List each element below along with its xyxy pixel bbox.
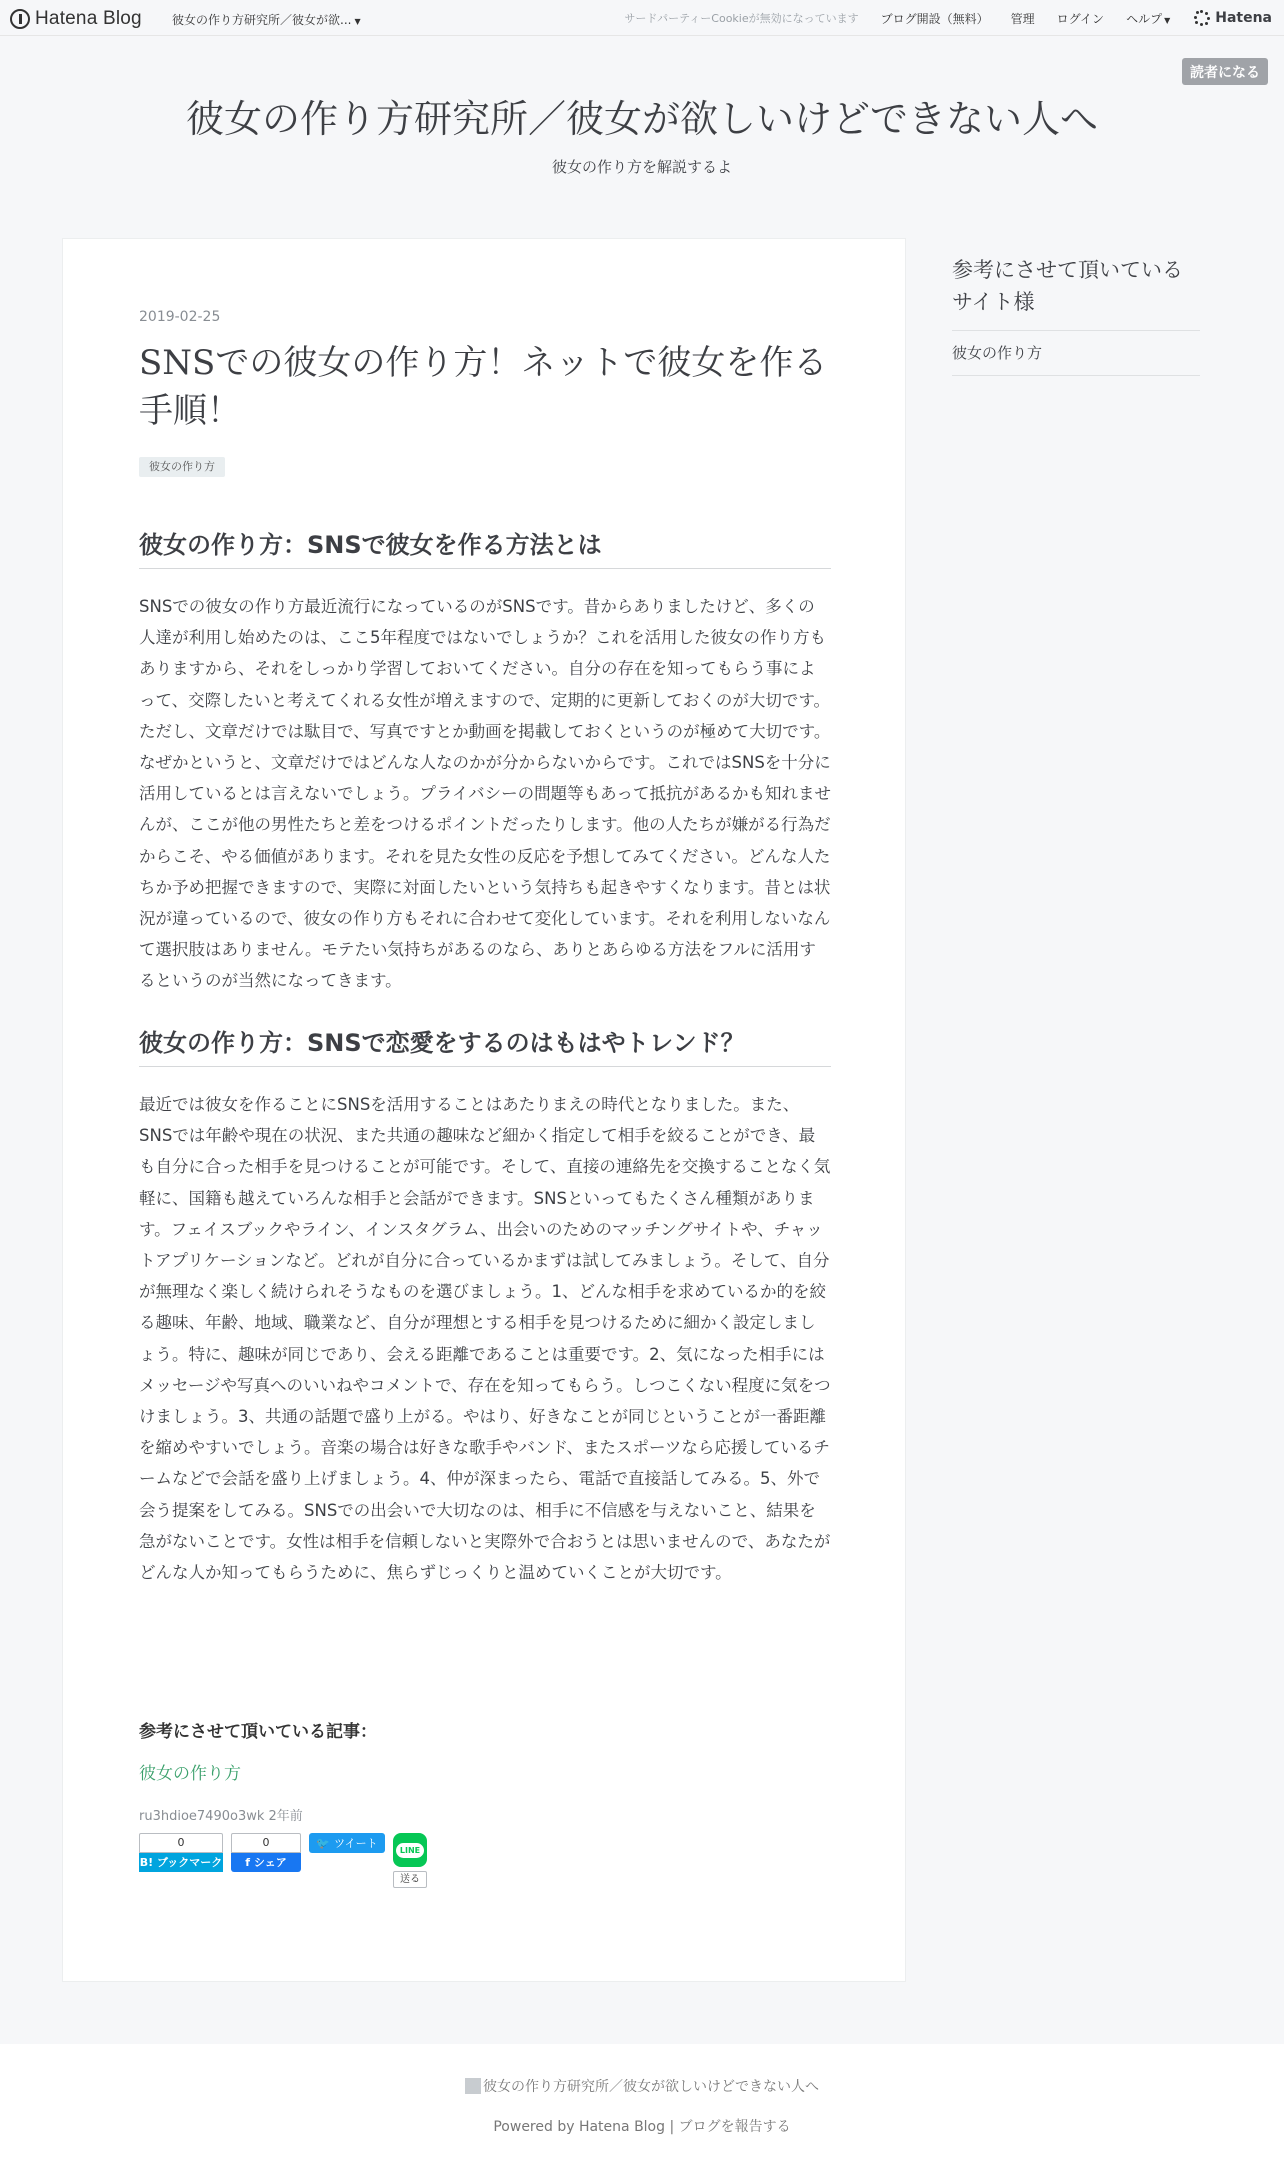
footer-blog-name: 彼女の作り方研究所／彼女が欲しいけどできない人へ: [483, 2079, 819, 2095]
line-label: LINE: [396, 1843, 424, 1858]
line-icon: [393, 1833, 427, 1867]
bookmark-label: B! ブックマーク: [139, 1853, 223, 1872]
bookmark-count: 0: [139, 1833, 223, 1853]
subscribe-button[interactable]: 読者になる: [1182, 58, 1268, 85]
hatena-logo-icon: [10, 9, 30, 29]
line-send-label: 送る: [393, 1871, 427, 1888]
blog-name-label: 彼女の作り方研究所／彼女が欲...: [172, 13, 352, 27]
article-card: [62, 238, 906, 1982]
article-title[interactable]: SNSでの彼女の作り方！ネットで彼女を作る手順！: [139, 343, 828, 431]
footer-blog-link[interactable]: [0, 2076, 1284, 2096]
category-tag[interactable]: 彼女の作り方: [139, 457, 225, 477]
facebook-label: f シェア: [231, 1853, 301, 1872]
hatena-brand-link[interactable]: [1194, 10, 1272, 26]
section-body-2: 最近では彼女を作ることにSNSを活用することはあたりまえの時代となりました。また、SNSでは年齢や現在の状況、また共通の趣味など細かく指定して相手を絞ることができ、最も自分に合った相手を見つけることが可能です。そして、直接の連絡先を交換することなく気軽に、国籍も越えていろんな相手と会話ができます。SNSといってもたくさん種類があります。フェイスブックやライン、インスタグラム、出会いのためのマッチングサイトや、チャットアプリケーションなど。どれが自分に合っているかまずは試してみましょう。そして、自分が無理なく楽しく続けられそうなものを選びましょう。1、どんな相手を求めているか的を絞る趣味、年齢、地域、職業など、自分が理想とする相手を見つけるために細かく設定しましょう。特に、趣味が同じであり、会える距離であることは重要です。2、気になった相手にはメッセージや写真へのいいねやコメントで、存在を知ってもらう。しつこくない程度に気をつけましょう。3、共通の話題で盛り上がる。やはり、好きなことが同じということが一番距離を縮めやすいでしょう。音楽の場合は好きな歌手やバンド、またスポーツなら応援しているチームなどで会話を盛り上げましょう。4、仲が深まったら、電話で直接話してみる。5、外で会う提案をしてみる。SNSでの出会いで大切なのは、相手に不信感を与えないこと、結果を急がないことです。女性は相手を信頼しないと実際外で合おうとは思いませんので、あなたがどんな人か知ってもらうために、焦らずじっくりと温めていくことが大切です。: [139, 1095, 831, 1583]
caret-down-icon: ▼: [1164, 15, 1171, 25]
cookie-notice: サードパーティーCookieが無効になっています: [624, 12, 859, 25]
author-info[interactable]: ru3hdioe7490o3wk 2年前: [139, 1809, 303, 1824]
hatena-blog-logo[interactable]: [10, 8, 142, 30]
blog-favicon-icon: [465, 2078, 481, 2094]
section-body-1: SNSでの彼女の作り方最近流行になっているのがSNSです。昔からありましたけど、多くの人達が利用し始めたのは、ここ5年程度ではないでしょうか？これを活用した彼女の作り方もありますから、それをしっかり学習しておいてください。自分の存在を知ってもらう事によって、交際したいと考えてくれる女性が増えますので、定期的に更新しておくのが大切です。ただし、文章だけでは駄目で、写真ですとか動画を掲載しておくというのが極めて大切です。なぜかというと、文章だけではどんな人なのかが分からないからです。これではSNSを十分に活用しているとは言えないでしょう。プライバシーの問題等もあって抵抗があるかも知れませんが、ここが他の男性たちと差をつけるポイントだったりします。他の人たちが嫌がる行為だからこそ、やる価値があります。それを見た女性の反応を予想してみてください。どんな人たちか予め把握できますので、実際に対面したいという気持ちも起きやすくなります。昔とは状況が違っているので、彼女の作り方もそれに合わせて変化しています。それを利用しないなんて選択肢はありません。モテたい気持ちがあるのなら、ありとあらゆる方法をフルに活用するというのが当然になってきます。: [139, 597, 832, 991]
blog-name-dropdown[interactable]: [172, 11, 361, 28]
sidebar-divider: [952, 375, 1200, 376]
section-heading-2: 彼女の作り方：SNSで恋愛をするのはもはやトレンド？: [139, 1023, 831, 1067]
line-share-button[interactable]: [393, 1833, 429, 1888]
open-blog-link[interactable]: ブログ開設（無料）: [880, 11, 989, 26]
sidebar-link[interactable]: 彼女の作り方: [952, 344, 1043, 362]
nav-right: [602, 0, 1272, 36]
brand-label: Hatena: [1215, 10, 1272, 26]
global-header: [0, 0, 1284, 36]
section-heading-1: 彼女の作り方：SNSで彼女を作る方法とは: [139, 525, 831, 569]
blog-description: 彼女の作り方を解説するよ: [551, 158, 732, 176]
facebook-share-button[interactable]: [231, 1833, 301, 1872]
article-date[interactable]: 2019-02-25: [139, 309, 221, 325]
caret-down-icon: ▼: [354, 17, 361, 26]
help-label: ヘルプ: [1126, 11, 1163, 26]
sidebar-module-title: 参考にさせて頂いているサイト様: [952, 258, 1183, 314]
logo-text: Hatena Blog: [35, 8, 142, 29]
blog-title[interactable]: 彼女の作り方研究所／彼女が欲しいけどできない人へ: [185, 97, 1098, 141]
help-menu[interactable]: [1126, 10, 1170, 27]
login-link[interactable]: ログイン: [1056, 11, 1105, 26]
facebook-count: 0: [231, 1833, 301, 1853]
reference-label: 参考にさせて頂いている記事：: [139, 1722, 377, 1742]
twitter-bird-icon: 🐦: [316, 1836, 331, 1850]
tweet-button[interactable]: [309, 1833, 385, 1853]
footer: [0, 2044, 1284, 2180]
sidebar-divider: [952, 330, 1200, 331]
tweet-label: ツイート: [334, 1837, 378, 1850]
footer-powered[interactable]: Powered by Hatena Blog | ブログを報告する: [493, 2119, 791, 2135]
hatena-dots-icon: [1194, 10, 1210, 26]
hatena-bookmark-button[interactable]: [139, 1833, 223, 1872]
admin-link[interactable]: 管理: [1010, 11, 1035, 26]
reference-link[interactable]: 彼女の作り方: [139, 1764, 241, 1784]
